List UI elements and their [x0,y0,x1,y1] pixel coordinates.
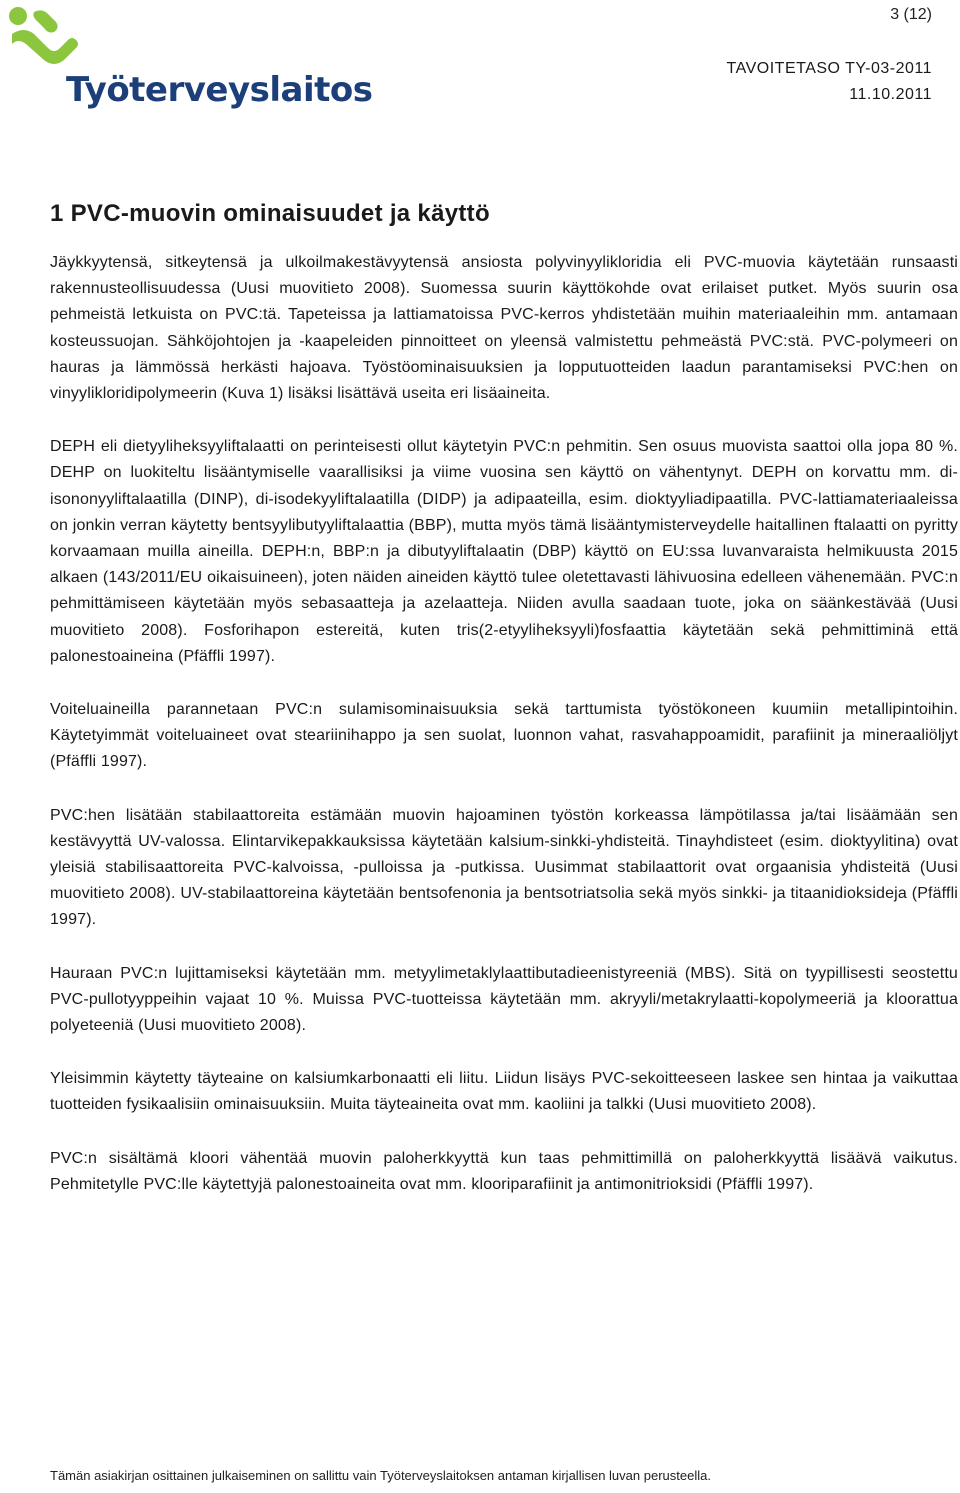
footer-notice: Tämän asiakirjan osittainen julkaiseminen on sallittu vain Työterveyslaitoksen antaman kirjallisen luvan perusteella. [50,1468,711,1483]
paragraph: DEPH eli dietyyliheksyyliftalaatti on perinteisesti ollut käytetyin PVC:n pehmitin. Sen osuus muovista saattoi olla jopa 80 %. DEHP on luokiteltu lisääntymiselle vaarallisiksi ja viime vuosina sen käyttö on vähentynyt. DEPH on korvattu mm. di-isononyyliftalaatilla (DINP), di-isodekyyliftalaatilla (DIDP) ja adipaateilla, esim. dioktyyliadipaatilla. PVC-lattiamateriaaleissa on jonkin verran käytetty bentsyylibutyyliftalaattia (BBP), mutta myös tämä lisääntymisterveydelle haitallinen ftalaatti on pyritty korvaamaan muilla aineilla. DEPH:n, BBP:n ja dibutyyliftalaatin (DBP) käyttö on EU:ssa luvanvaraista helmikuusta 2015 alkaen (143/2011/EU oikaisuineen), joten näiden aineiden käyttö tulee oletettavasti lähivuosina edelleen vähenemään. PVC:n pehmittämiseen käytetään myös sebasaatteja ja azelaatteja. Niiden avulla saadaan tuote, joka on säänkestävää (Uusi muovitieto 2008). Fosforihapon estereitä, kuten tris(2-etyyliheksyyli)fosfaattia käytetään sekä pehmittiminä että palonestoaineina (Pfäffli 1997). [50,438,958,665]
document-date: 11.10.2011 [849,86,932,103]
organization-logo [4,4,373,114]
section-title: 1 PVC-muovin ominaisuudet ja käyttö [50,200,490,227]
main-content [50,200,958,1225]
paragraph: PVC:hen lisätään stabilaattoreita estämään muovin hajoaminen työstön korkeassa lämpötilassa ja/tai lisäämään sen kestävyyttä UV-valossa. Elintarvikepakkauksissa käytetään kalsium-sinkki-yhdisteitä. Tinayhdisteet (esim. dioktyylitina) ovat yleisiä stabilisaattoreita PVC-kalvoissa, -pulloissa ja -putkissa. Uusimmat stabilaattorit ovat orgaanisia yhdisteitä (Uusi muovitieto 2008). UV-stabilaattoreina käytetään bentsofenonia ja bentsotriatsolia sekä myös sinkki- ja titaanidioksideja (Pfäffli 1997). [50,806,958,929]
paragraph: Yleisimmin käytetty täyteaine on kalsiumkarbonaatti eli liitu. Liidun lisäys PVC-sekoitteeseen laskee sen hintaa ja vaikuttaa tuotteiden fysikaalisiin ominaisuuksiin. Muita täyteaineita ovat mm. kaoliini ja talkki (Uusi muovitieto 2008). [50,1070,958,1114]
paragraph: Jäykkyytensä, sitkeytensä ja ulkoilmakestävyytensä ansiosta polyvinyylikloridia eli PVC-muovia käytetään runsaasti rakennusteollisuudessa (Uusi muovitieto 2008). Suomessa suurin käyttökohde ovat erilaiset putket. Myös suurin osa pehmeistä letkuista on PVC:tä. Tapeteissa ja lattiamatoissa PVC-kerros yhdistetään muihin materiaaleihin mm. antamaan kosteussuojan. Sähköjohtojen ja -kaapeleiden pinnoitteet on yleensä valmistettu pehmeästä PVC:stä. PVC-polymeeri on hauras ja lämmössä herkästi hajoava. Työstöominaisuuksien ja lopputuotteiden laadun parantamiseksi PVC:hen on vinyylikloridipolymeerin (Kuva 1) lisäksi lisättävä useita eri lisäaineita. [50,254,958,403]
logo-wordmark: Työterveyslaitos [66,70,373,110]
document-code: TAVOITETASO TY-03-2011 [726,60,932,77]
document-id-block [727,56,932,108]
page-number: 3 (12) [890,6,932,23]
paragraph: Hauraan PVC:n lujittamiseksi käytetään mm. metyylimetaklylaattibutadieenistyreeniä (MBS). Sitä on tyypillisesti seostettu PVC-pullotyyppeihin vajaat 10 %. Muissa PVC-tuotteissa käytetään mm. akryyli/metakrylaatti-kopolymeeriä ja kloorattua polyeteeniä (Uusi muovitieto 2008). [50,964,958,1035]
paragraph: Voiteluaineilla parannetaan PVC:n sulamisominaisuuksia sekä tarttumista työstökoneen kuumiin metallipintoihin. Käytetyimmät voiteluaineet ovat steariinihappo ja sen suolat, luonnon vahat, rasvahappoamidit, parafiinit ja mineraaliöljyt (Pfäffli 1997). [50,701,958,771]
paragraph: PVC:n sisältämä kloori vähentää muovin paloherkkyyttä kun taas pehmittimillä on paloherkkyyttä lisäävä vaikutus. Pehmitetylle PVC:lle käytettyjä palonestoaineita ovat mm. klooriparafiinit ja antimonitrioksidi (Pfäffli 1997). [50,1149,958,1193]
